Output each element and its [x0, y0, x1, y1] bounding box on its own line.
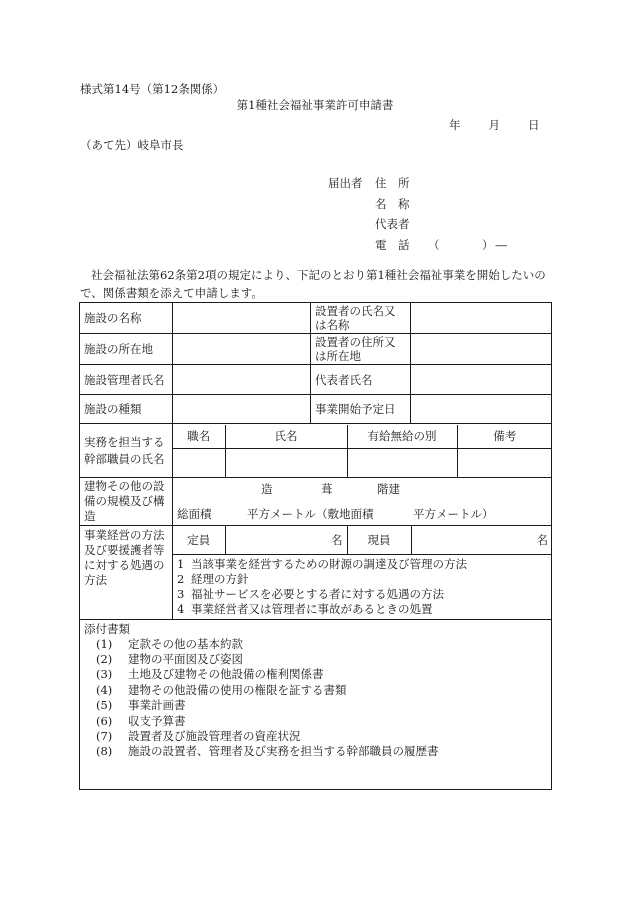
- area-unit: 平方メートル（敷地面積: [247, 507, 374, 521]
- list-item: 3 福祉サービスを必要とする者に対する処遇の方法: [177, 586, 444, 601]
- building-field[interactable]: [173, 478, 552, 526]
- date-month-label: 月: [488, 118, 500, 132]
- applicant-heading: 届出者: [328, 176, 363, 190]
- staff-notes-field[interactable]: [457, 449, 552, 477]
- attachments-title: 添付書類: [84, 621, 130, 636]
- management-cell: [173, 526, 552, 620]
- representative-name-label: 代表者氏名: [311, 365, 411, 395]
- total-area-label: 総面積: [177, 507, 212, 521]
- date-day-label: 日: [528, 118, 540, 132]
- staff-title-field[interactable]: [173, 449, 225, 477]
- facility-type-field[interactable]: [173, 395, 311, 424]
- name-label: 名 称: [375, 196, 410, 211]
- staff-col-name: 氏名: [225, 425, 347, 449]
- phone-label: 電 話: [375, 237, 410, 252]
- list-item: (1) 定款その他の基本約款: [96, 636, 243, 651]
- attachments-cell: [80, 619, 552, 789]
- list-item: (5) 事業計画書: [96, 698, 186, 713]
- facility-name-field[interactable]: [173, 303, 311, 334]
- form-number: 様式第14号（第12条関係）: [80, 82, 225, 96]
- facility-location-field[interactable]: [173, 334, 311, 365]
- founder-address-field[interactable]: [411, 334, 552, 365]
- management-label: 事業経営の方法及び要援護者等に対する処遇の方法: [80, 526, 173, 620]
- roof-type: 葺: [321, 482, 333, 496]
- list-item: (4) 建物その他設備の使用の権限を証する書類: [96, 682, 347, 697]
- list-item: (8) 施設の設置者、管理者及び実務を担当する幹部職員の履歴書: [96, 744, 439, 759]
- methods-list: [173, 555, 551, 619]
- manager-name-field[interactable]: [173, 365, 311, 395]
- current-unit: 名: [536, 532, 548, 547]
- staff-name-field[interactable]: [225, 449, 347, 477]
- capacity-unit: 名: [331, 532, 343, 547]
- form-title: 第1種社会福祉事業許可申請書: [236, 98, 394, 112]
- list-item: (2) 建物の平面図及び姿図: [96, 651, 243, 666]
- phone-format: （ ）―: [428, 237, 509, 252]
- addressee: （あて先）岐阜市長: [80, 138, 184, 152]
- list-item: (7) 設置者及び施設管理者の資産状況: [96, 728, 301, 743]
- list-item: (6) 収支予算書: [96, 713, 186, 728]
- intro-line-2: で、関係書類を添えて申請します。: [80, 286, 263, 300]
- application-table: [79, 302, 552, 790]
- facility-location-label: 施設の所在地: [80, 334, 173, 365]
- founder-name-label: 設置者の氏名又は名称: [311, 303, 411, 334]
- representative-label: 代表者: [375, 217, 410, 231]
- staff-paid-field[interactable]: [347, 449, 457, 477]
- start-date-label: 事業開始予定日: [311, 395, 411, 424]
- intro-paragraph: [80, 266, 552, 302]
- facility-name-label: 施設の名称: [80, 303, 173, 334]
- list-item: 2 経理の方針: [177, 571, 249, 586]
- staff-col-paid: 有給無給の別: [347, 425, 457, 449]
- founder-address-label: 設置者の住所又は所在地: [311, 334, 411, 365]
- manager-name-label: 施設管理者氏名: [80, 365, 173, 395]
- current-field[interactable]: [411, 526, 552, 554]
- site-area-unit: 平方メートル）: [413, 507, 494, 521]
- date-line: [449, 119, 540, 133]
- capacity-label: 定員: [173, 526, 225, 554]
- capacity-field[interactable]: [225, 526, 347, 554]
- structure-type: 造: [261, 482, 273, 496]
- staff-col-title: 職名: [173, 425, 225, 449]
- list-item: 4 事業経営者又は管理者に事故があるときの処置: [177, 601, 433, 616]
- current-label: 現員: [347, 526, 411, 554]
- start-date-field[interactable]: [411, 395, 552, 424]
- staff-label: 実務を担当する幹部職員の氏名: [80, 424, 173, 478]
- list-item: 1 当該事業を経営するための財源の調達及び管理の方法: [177, 556, 467, 571]
- staff-grid-cell: [173, 424, 552, 478]
- founder-name-field[interactable]: [411, 303, 552, 334]
- capacity-grid: [173, 526, 552, 555]
- staff-col-notes: 備考: [457, 425, 552, 449]
- intro-line-1: 社会福祉法第62条第2項の規定により、下記のとおり第1種社会福祉事業を開始したいの: [91, 268, 546, 282]
- address-label: 住 所: [375, 176, 410, 190]
- attachments-list: [84, 637, 547, 760]
- date-year-label: 年: [449, 118, 461, 132]
- staff-grid: [173, 425, 552, 477]
- building-label: 建物その他の設備の規模及び構造: [80, 478, 173, 526]
- floors: 階建: [377, 482, 400, 496]
- facility-type-label: 施設の種類: [80, 395, 173, 424]
- representative-name-field[interactable]: [411, 365, 552, 395]
- list-item: (3) 土地及び建物その他設備の権利関係書: [96, 667, 324, 682]
